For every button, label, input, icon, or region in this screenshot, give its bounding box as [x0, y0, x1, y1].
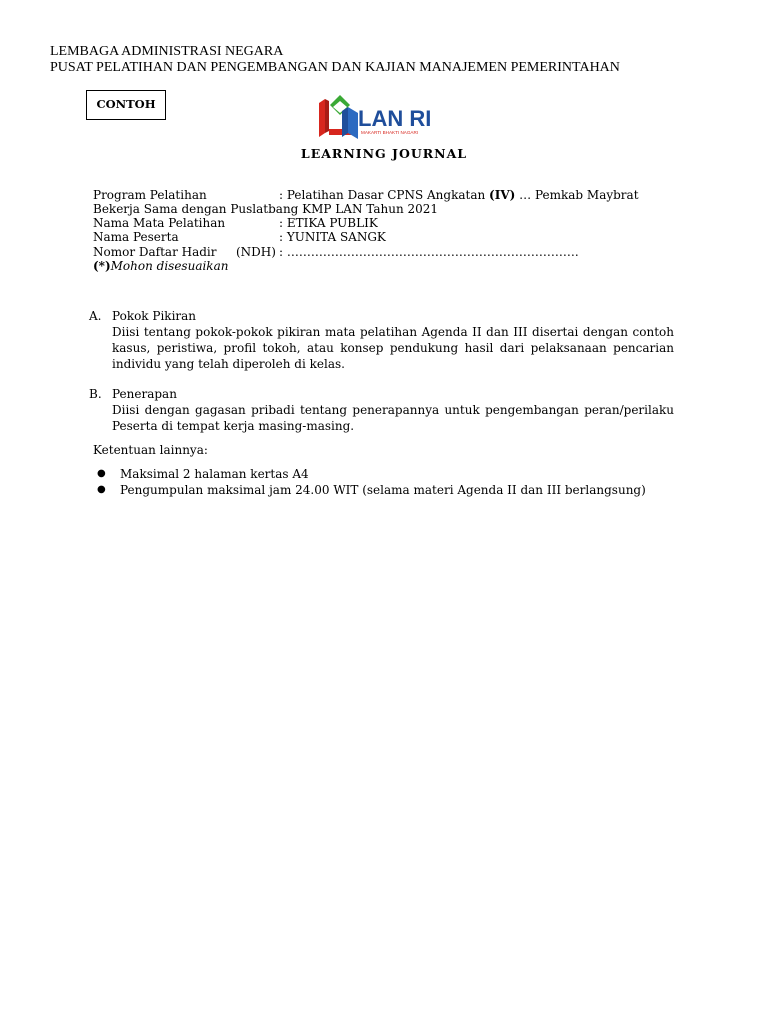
course-label: Nama Mata Pelatihan	[93, 216, 226, 230]
section-b-marker: B.	[89, 387, 102, 401]
note	[93, 259, 228, 273]
provision-item: Pengumpulan maksimal jam 24.00 WIT (selama materi Agenda II dan III berlangsung)	[120, 483, 646, 497]
ndh-value: : ……………………………………………………………….	[279, 245, 579, 259]
header-center: PUSAT PELATIHAN DAN PENGEMBANGAN DAN KAJIAN MANAJEMEN PEMERINTAHAN	[50, 60, 620, 75]
ndh-abbr: (NDH)	[236, 245, 276, 259]
provision-item: Maksimal 2 halaman kertas A4	[120, 467, 309, 481]
provisions-heading: Ketentuan lainnya:	[93, 443, 208, 457]
document-title: LEARNING JOURNAL	[300, 146, 468, 161]
lan-ri-logo-icon	[316, 93, 436, 141]
section-b-body: Diisi dengan gagasan pribadi tentang penerapannya untuk pengembangan peran/perilaku Peserta di tempat kerja masing-masing.	[112, 403, 674, 433]
note-text: Mohon disesuaikan	[110, 259, 229, 273]
program-value-prefix: : Pelatihan Dasar CPNS Angkatan	[279, 188, 486, 202]
program-value	[279, 188, 639, 202]
program-label: Program Pelatihan	[93, 188, 207, 202]
participant-value: : YUNITA SANGK	[279, 230, 386, 244]
bullet-icon: ●	[97, 468, 106, 479]
lan-ri-logo	[316, 93, 436, 141]
program-line2: Bekerja Sama dengan Puslatbang KMP LAN Tahun 2021	[93, 202, 439, 216]
participant-label: Nama Peserta	[93, 230, 179, 244]
contoh-stamp: CONTOH	[86, 90, 166, 120]
logo-text: LAN RI	[358, 106, 432, 131]
program-batch: (IV)	[489, 188, 516, 202]
logo-tagline: MAKARTI BHAKTI NAGARI	[361, 130, 419, 135]
section-a-body: Diisi tentang pokok-pokok pikiran mata pelatihan Agenda II dan III disertai dengan contoh kasus, peristiwa, profil tokoh, atau konsep pendukung hasil dari pelaksanaan pencarian individu yang telah diperoleh di kelas.	[112, 325, 674, 371]
program-value-suffix: … Pemkab Maybrat	[519, 188, 639, 202]
bullet-icon: ●	[97, 484, 106, 495]
ndh-label: Nomor Daftar Hadir	[93, 245, 217, 259]
section-a-title: Pokok Pikiran	[112, 309, 197, 323]
section-b-title: Penerapan	[112, 387, 177, 401]
header-institution: LEMBAGA ADMINISTRASI NEGARA	[50, 44, 284, 59]
course-value: : ETIKA PUBLIK	[279, 216, 378, 230]
note-marker: (*)	[93, 259, 111, 273]
section-a-marker: A.	[89, 309, 102, 323]
